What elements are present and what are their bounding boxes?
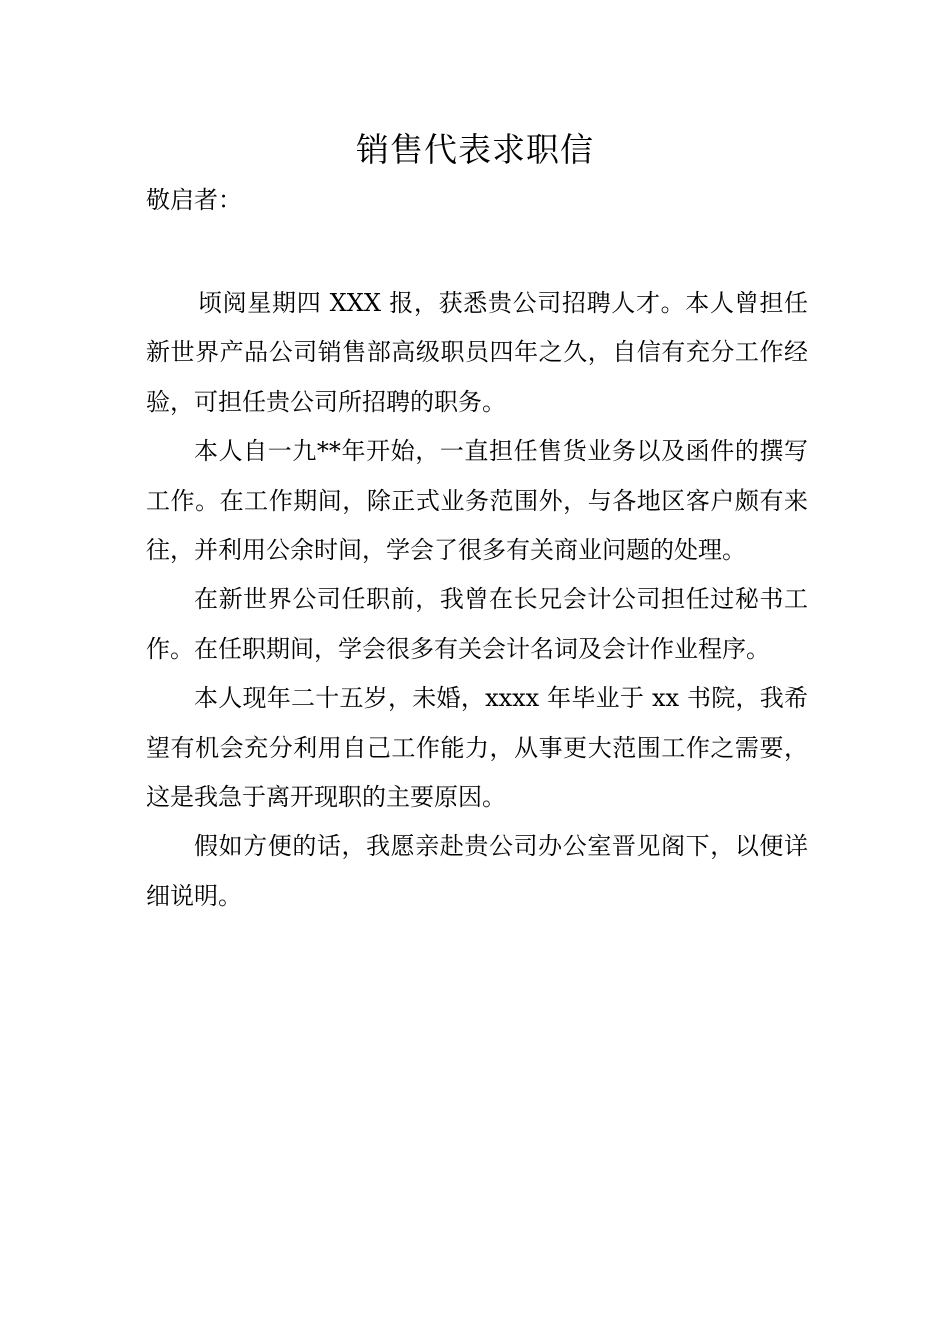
paragraph-1: 顷阅星期四 XXX 报，获悉贵公司招聘人才。本人曾担任新世界产品公司销售部高级职员四年之久，自信有充分工作经验，可担任贵公司所招聘的职务。	[146, 289, 808, 416]
letter-body	[146, 279, 808, 921]
paragraph-5: 假如方便的话，我愿亲赴贵公司办公室晋见阁下，以便详细说明。	[146, 832, 808, 910]
paragraph-3: 在新世界公司任职前，我曾在长兄会计公司担任过秘书工作。在任职期间，学会很多有关会计名词及会计作业程序。	[146, 585, 808, 663]
document-title: 销售代表求职信	[356, 130, 594, 169]
paragraph-2: 本人自一九**年开始，一直担任售货业务以及函件的撰写工作。在工作期间，除正式业务范围外，与各地区客户颇有来往，并利用公余时间，学会了很多有关商业问题的处理。	[146, 437, 808, 565]
paragraph-4: 本人现年二十五岁，未婚，xxxx 年毕业于 xx 书院，我希望有机会充分利用自己工作能力，从事更大范围工作之需要，这是我急于离开现职的主要原因。	[146, 684, 808, 812]
salutation: 敬启者：	[146, 186, 242, 214]
